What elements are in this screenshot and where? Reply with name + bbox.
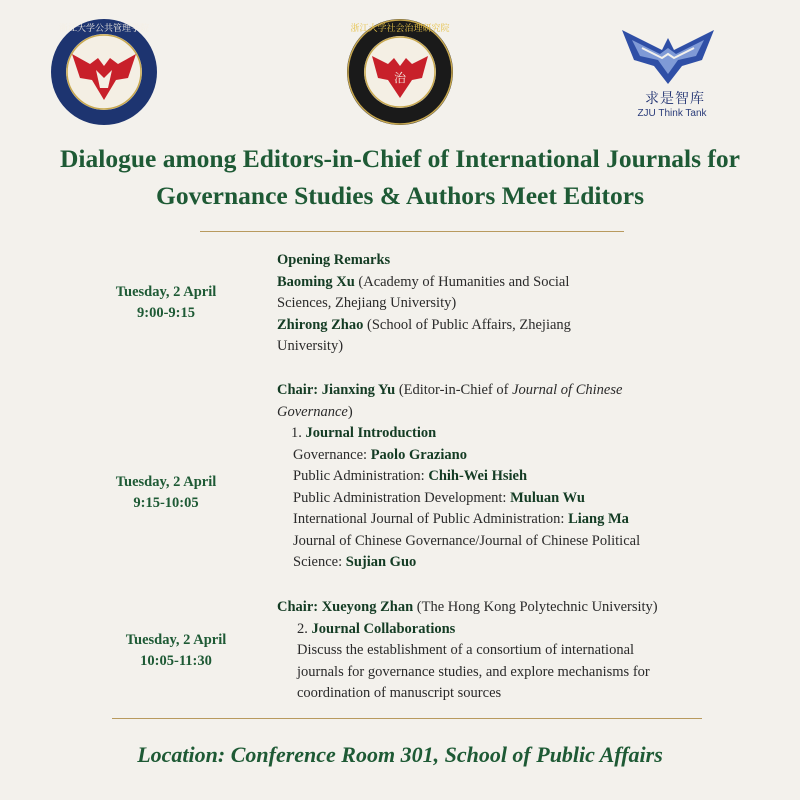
- think-tank-english-name: ZJU Think Tank: [637, 108, 707, 119]
- chair-journal: Journal of Chinese: [512, 382, 623, 398]
- session-1-details: [277, 250, 697, 358]
- agenda-item-heading: [277, 423, 727, 445]
- journal-row: [277, 445, 727, 467]
- speaker-affiliation-cont: University): [277, 338, 344, 354]
- svg-text:浙江大学公共管理学院: 浙江大学公共管理学院: [58, 24, 150, 34]
- bottom-divider: [112, 718, 702, 719]
- session-3-datetime: [106, 630, 246, 672]
- session-2-datetime: [96, 472, 236, 514]
- speaker-affiliation: (School of Public Affairs, Zhejiang: [363, 316, 571, 333]
- title-line-2: Governance Studies & Authors Meet Editors: [155, 181, 644, 210]
- agenda-description-line: journals for governance studies, and explore mechanisms for: [297, 663, 650, 680]
- think-tank-chinese-name: 求是智库: [645, 91, 705, 107]
- editor-name: Muluan Wu: [510, 489, 585, 506]
- session-1-heading: Opening Remarks: [277, 252, 391, 268]
- logo-bar: [0, 0, 800, 130]
- speaker-name: Baoming Xu: [277, 273, 355, 290]
- agenda-item-title: Journal Introduction: [305, 425, 437, 441]
- chair-affiliation: (The Hong Kong Polytechnic University): [413, 599, 658, 615]
- speaker-affiliation-cont: Sciences, Zhejiang University): [277, 295, 457, 311]
- chair-journal-cont: Governance: [277, 403, 348, 420]
- agenda-description-line: Discuss the establishment of a consortium of international: [297, 642, 635, 658]
- journal-row: [277, 552, 727, 574]
- session-1-day: Tuesday, 2 April: [115, 284, 217, 300]
- session-2-time: 9:15-10:05: [133, 495, 199, 511]
- session-2-details: [277, 380, 727, 574]
- journal-name-cont: Science:: [293, 554, 346, 570]
- speaker-name: Zhirong Zhao: [277, 316, 364, 333]
- session-1-datetime: [96, 282, 236, 324]
- journal-name: Public Administration:: [293, 468, 429, 484]
- agenda-description-line: coordination of manuscript sources: [297, 685, 502, 701]
- editor-name: Paolo Graziano: [370, 446, 467, 463]
- chair-affiliation-end: ): [347, 403, 353, 420]
- journal-name: International Journal of Public Administration:: [293, 511, 569, 527]
- svg-text:治: 治: [393, 71, 407, 85]
- agenda-item-title: Journal Collaborations: [311, 620, 456, 637]
- agenda-item-heading: [277, 619, 737, 641]
- session-3-day: Tuesday, 2 April: [125, 632, 227, 648]
- session-1-time: 9:00-9:15: [137, 305, 195, 321]
- session-2-chair-cont: [277, 402, 727, 424]
- agenda-item-number: 2.: [297, 620, 308, 637]
- chair-label: Chair: Jianxing Yu: [277, 382, 396, 398]
- journal-row: [277, 509, 727, 531]
- editor-name: Sujian Guo: [345, 554, 417, 570]
- chair-label: Chair: Xueyong Zhan: [277, 599, 414, 615]
- speaker-row: [277, 315, 697, 337]
- speaker-affiliation: (Academy of Humanities and Social: [354, 273, 570, 290]
- svg-text:浙江大学社会治理研究院: 浙江大学社会治理研究院: [350, 24, 450, 34]
- agenda-item-number: 1.: [291, 425, 302, 441]
- session-3-time: 10:05-11:30: [140, 653, 212, 669]
- editor-name: Liang Ma: [568, 511, 629, 527]
- academy-of-social-governance-seal-logo: [346, 18, 454, 126]
- school-of-public-affairs-seal-logo: [50, 18, 158, 126]
- top-divider: [200, 231, 624, 232]
- title-line-1: Dialogue among Editors-in-Chief of International Journals for: [59, 144, 740, 173]
- session-2-chair: [277, 380, 727, 402]
- speaker-row: [277, 272, 697, 294]
- session-2-day: Tuesday, 2 April: [115, 474, 217, 490]
- event-location: Location: Conference Room 301, School of Public Affairs: [137, 742, 663, 767]
- journal-row: [277, 466, 727, 488]
- session-3-details: [277, 597, 737, 705]
- chair-affiliation: (Editor-in-Chief of: [395, 382, 513, 398]
- journal-name: Public Administration Development:: [293, 489, 511, 506]
- session-3-chair: [277, 597, 737, 619]
- journal-row: [277, 488, 727, 510]
- journal-name: Governance:: [293, 446, 371, 463]
- editor-name: Chih-Wei Hsieh: [428, 468, 528, 484]
- event-title: [20, 140, 780, 214]
- journal-name: Journal of Chinese Governance/Journal of Chinese Political: [293, 532, 641, 549]
